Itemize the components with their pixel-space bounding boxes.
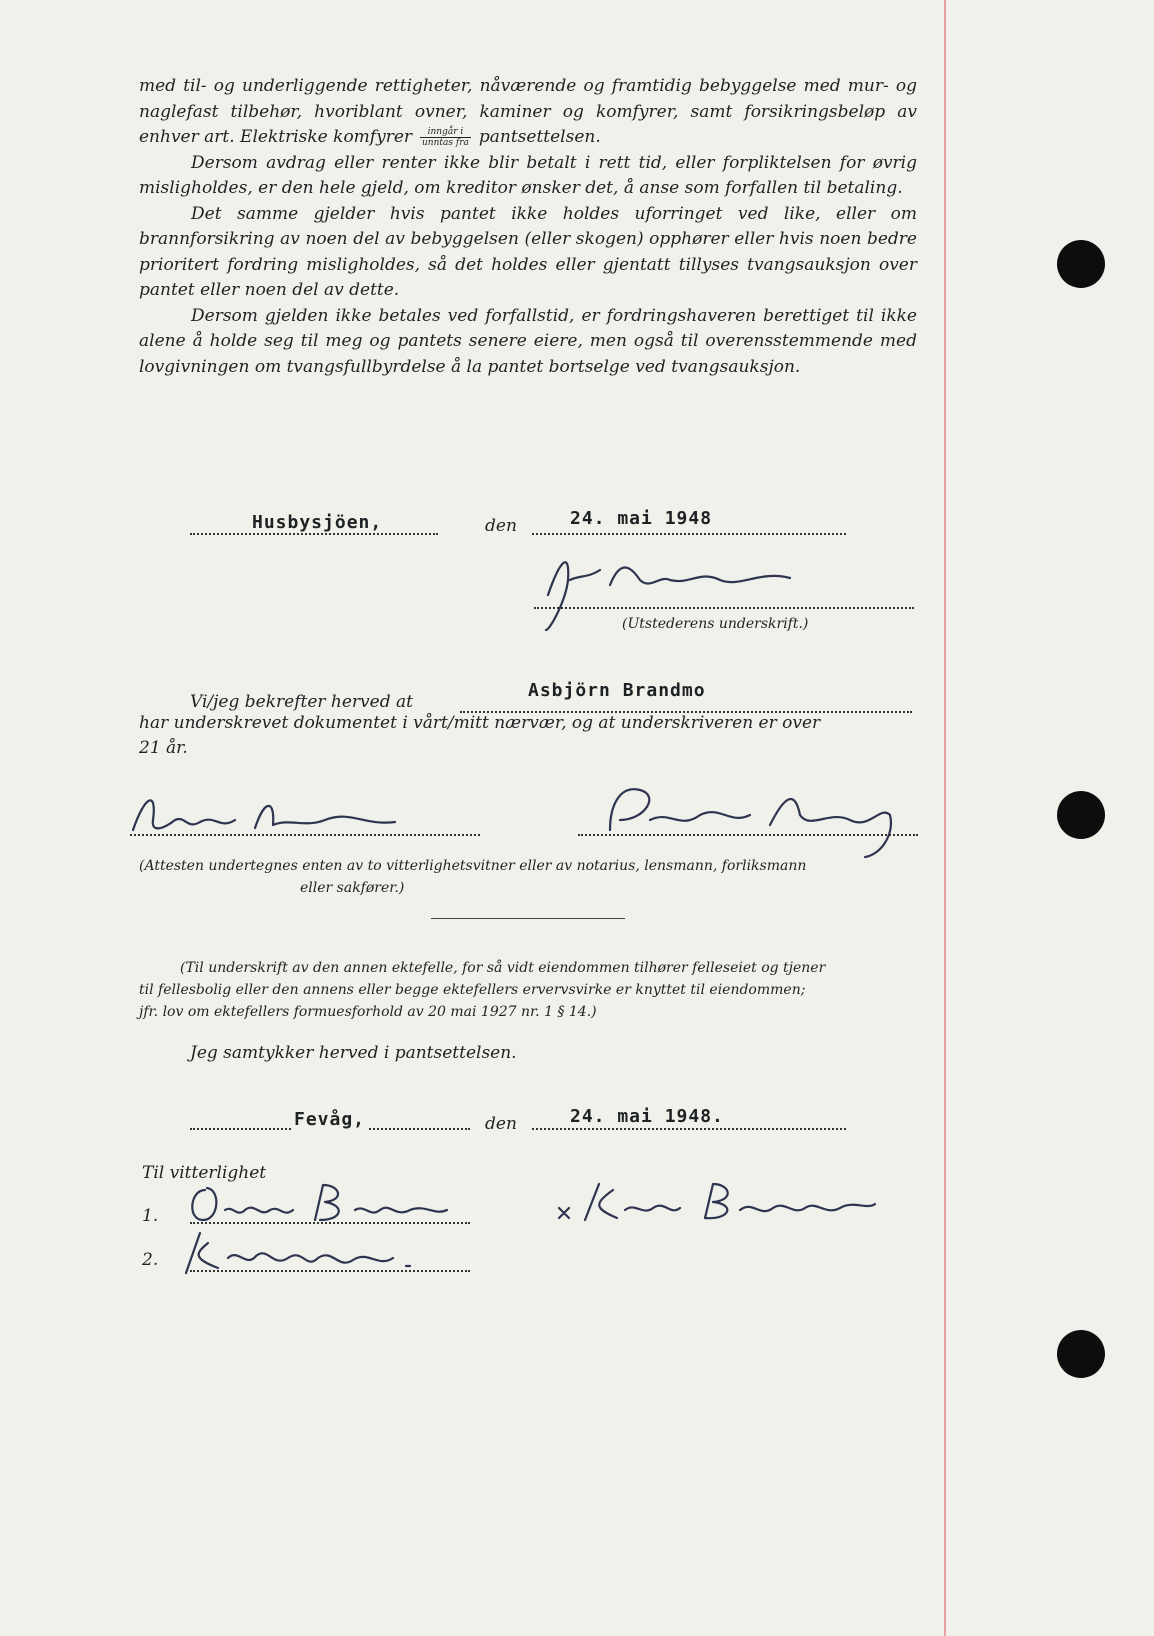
paragraph-1: med til- og underliggende rettigheter, nåværende og framtidig bebyggelse med mur- og naglefast tilbehør, hvoriblant ovner, kaminer og komfyrer, samt forsikringsbeløp av enhver art. Elektriske komfyrer bbox=[139, 76, 917, 147]
attest-note-2: eller sakfører.) bbox=[300, 880, 405, 896]
spouse-note-3: jfr. lov om ektefellers formuesforhold av 20 mai 1927 nr. 1 § 14.) bbox=[139, 1004, 597, 1020]
spouse-consent: Jeg samtykker herved i pantsettelsen. bbox=[190, 1043, 517, 1063]
paragraph-3: Det samme gjelder hvis pantet ikke holdes uforringet ved like, eller om brannforsikring av noen del av bebyggelsen (eller skogen) opphører eller hvis noen bedre prioritert fordring misligholdes, så det holdes eller gjentatt tillyses tvangsauksjon over pantet eller noen del av dette. bbox=[139, 203, 917, 300]
place-2: Fevåg, bbox=[294, 1109, 366, 1130]
paragraph-2: Dersom avdrag eller renter ikke blir betalt i rett tid, eller forpliktelsen for øvrig misligholdes, er den hele gjeld, om kreditor ønsker det, å anse som forfallen til betaling. bbox=[139, 152, 917, 198]
den-label-2: den bbox=[485, 1114, 517, 1134]
date-1: 24. mai 1948 bbox=[570, 508, 713, 529]
spouse-note-1: (Til underskrift av den annen ektefelle, for så vidt eiendommen tilhører felleseiet og tjener bbox=[180, 960, 826, 976]
punch-hole bbox=[1057, 791, 1105, 839]
paragraph-4: Dersom gjelden ikke betales ved forfallstid, er fordringshaveren berettiget til ikke alene å holde seg til meg og pantets senere eiere, men også til overensstemmende med lovgivningen om tvangsfullbyrdelse å la pantet bortselge ved tvangsauksjon. bbox=[139, 305, 917, 377]
punch-hole bbox=[1057, 240, 1105, 288]
attest-note-1: (Attesten undertegnes enten av to vitterlighetsvitner eller av notarius, lensmann, forliksmann bbox=[139, 858, 807, 874]
attest-line-2: har underskrevet dokumentet i vårt/mitt nærvær, og at underskriveren er over bbox=[139, 713, 821, 733]
witness-number-1: 1. bbox=[142, 1206, 159, 1226]
witness-number-2: 2. bbox=[142, 1250, 159, 1270]
place-1: Husbysjöen, bbox=[252, 512, 383, 533]
issuer-caption: (Utstederens underskrift.) bbox=[622, 616, 809, 632]
attest-lead: Vi/jeg bekrefter herved at bbox=[190, 692, 413, 712]
body-text: med til- og underliggende rettigheter, nåværende og framtidig bebyggelse med mur- og naglefast tilbehør, hvoriblant ovner, kaminer og komfyrer, samt forsikringsbeløp av enhver art. Elektriske komfyrer $\frac{\text{inngår i}}{\text{unntas fra}}$ pantsettelsen. Dersom avdrag eller renter ikke blir betalt i rett tid, eller forpliktelsen for øvrig misligholdes, er den hele gjeld, om kreditor ønsker det, å anse som forfallen til betaling. Det samme gjelder hvis pantet ikke holdes uforringet ved like, eller om brannforsikring av noen del av bebyggelsen (eller skogen) opphører eller hvis noen bedre prioritert fordring misligholdes, så det holdes eller gjentatt tillyses tvangsauksjon over pantet eller noen del av dette. Dersom gjelden ikke betales ved forfallstid, er fordringshaveren berettiget til ikke alene å holde seg til meg og pantets senere eiere, men også til overensstemmende med lovgivningen om tvangsfullbyrdelse å la pantet bortselge ved tvangsauksjon. bbox=[139, 74, 917, 380]
margin-rule bbox=[944, 0, 946, 1636]
witness-signature-2 bbox=[580, 775, 920, 865]
witness-signature-1 bbox=[125, 790, 415, 845]
witness-heading: Til vitterlighet bbox=[142, 1163, 267, 1183]
fraction-choice: $\frac{\text{inngår i}}{\text{unntas fra}}$ bbox=[422, 127, 469, 148]
spouse-note-2: til fellesbolig eller den annens eller begge ektefellers ervervsvirke er knyttet til eiendommen; bbox=[139, 982, 806, 998]
den-label: den bbox=[485, 516, 517, 536]
witness-sig-kasper bbox=[178, 1228, 438, 1283]
date-2: 24. mai 1948. bbox=[570, 1106, 724, 1127]
spouse-signature bbox=[555, 1178, 885, 1228]
separator bbox=[431, 918, 625, 919]
attest-name: Asbjörn Brandmo bbox=[528, 680, 706, 701]
punch-hole bbox=[1057, 1330, 1105, 1378]
attest-line-3: 21 år. bbox=[139, 738, 188, 758]
